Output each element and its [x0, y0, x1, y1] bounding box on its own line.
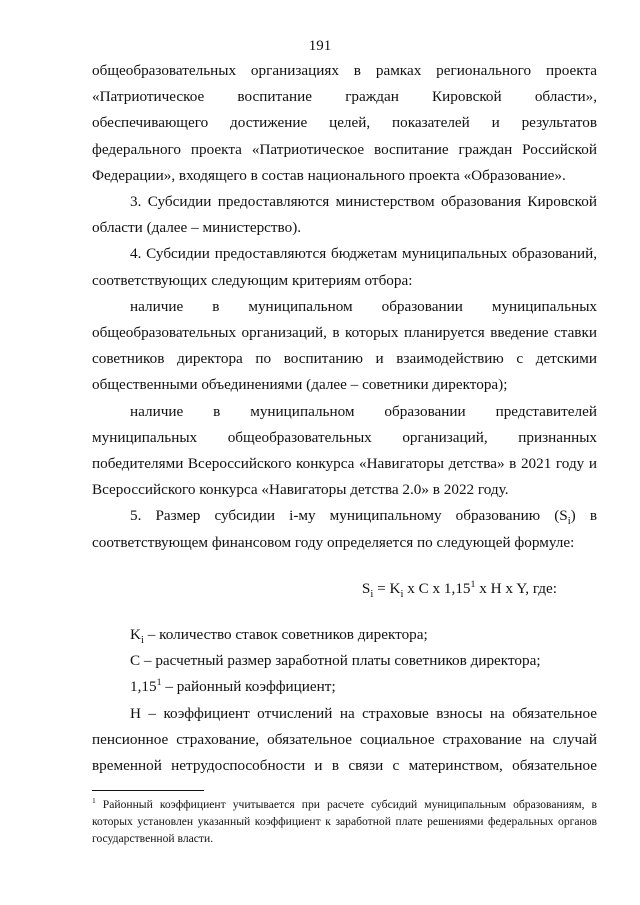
paragraph-project: общеобразовательных организациях в рамках регионального проекта «Патриотическое воспитание граждан Кировской области», обеспечивающего достижение целей, показателей и результатов федерального проекта «Патриотическое воспитание граждан Российской Федерации», входящего в состав национального проекта «Образование». — [92, 62, 597, 184]
footnote-separator — [92, 790, 204, 791]
paragraph-item-3: 3. Субсидии предоставляются министерством образования Кировской области (далее – министерство). — [92, 193, 597, 237]
paragraph-item-5-text-b: ) в соответствующем финансовом году определяется по следующей формуле: — [92, 507, 597, 551]
paragraph-item-5-text-a: 5. Размер субсидии i-му муниципальному образованию (S — [130, 507, 568, 525]
definition-coefficient-value: 1,15 — [130, 678, 157, 696]
definition-k-text: – количество ставок советников директора; — [143, 626, 428, 644]
definition-k-subscript: i — [140, 635, 144, 647]
page-number: 191 — [308, 38, 332, 54]
formula-mid2: x C x 1,15 — [403, 579, 471, 597]
footnote — [92, 796, 597, 847]
definition-coefficient-footnote-ref: 1 — [156, 677, 162, 689]
paragraph-item-4: 4. Субсидии предоставляются бюджетам муниципальных образований, соответствующих следующим критериям отбора: — [92, 245, 597, 289]
footnote-text: Районный коэффициент учитывается при расчете субсидий муниципальным образованиям, в которых установлен указанный коэффициент к заработной плате решениями федеральных органов государственной власти. — [92, 798, 597, 845]
definition-k-symbol: K — [130, 626, 141, 644]
footnote-marker: 1 — [92, 796, 96, 806]
formula-k-subscript: i — [400, 588, 404, 600]
definition-coefficient-text: – районный коэффициент; — [161, 678, 336, 696]
paragraph-criterion-2: наличие в муниципальном образовании представителей муниципальных общеобразовательных организаций, признанных победителями Всероссийского конкурса «Навигаторы детства» в 2021 году и Всероссийского конкурса «Навигаторы детства 2.0» в 2022 году. — [92, 402, 597, 499]
formula-s-subscript: i — [370, 588, 374, 600]
definition-coefficient — [92, 674, 597, 700]
formula-footnote-ref: 1 — [470, 578, 476, 590]
definition-h: H – коэффициент отчислений на страховые взносы на обязательное пенсионное страхование, обязательное социальное страхование на случай временной нетрудоспособности и в связи с материнством, обязательное — [92, 704, 597, 775]
formula — [92, 576, 597, 602]
paragraph-criterion-1: наличие в муниципальном образовании муниципальных общеобразовательных организаций, в которых планируется введение ставки советников директора по воспитанию и взаимодействию с детскими общественными объединениями (далее – советники директора); — [92, 297, 597, 394]
paragraph-item-5-subscript: i — [567, 516, 571, 528]
definition-c: C – расчетный размер заработной платы советников директора; — [130, 652, 541, 670]
formula-end: x H x Y, где: — [475, 579, 557, 597]
formula-mid1: = K — [373, 579, 401, 597]
formula-s: S — [361, 579, 371, 597]
paragraph-item-5 — [92, 503, 597, 555]
body-text — [92, 58, 597, 779]
definition-k — [92, 622, 597, 648]
